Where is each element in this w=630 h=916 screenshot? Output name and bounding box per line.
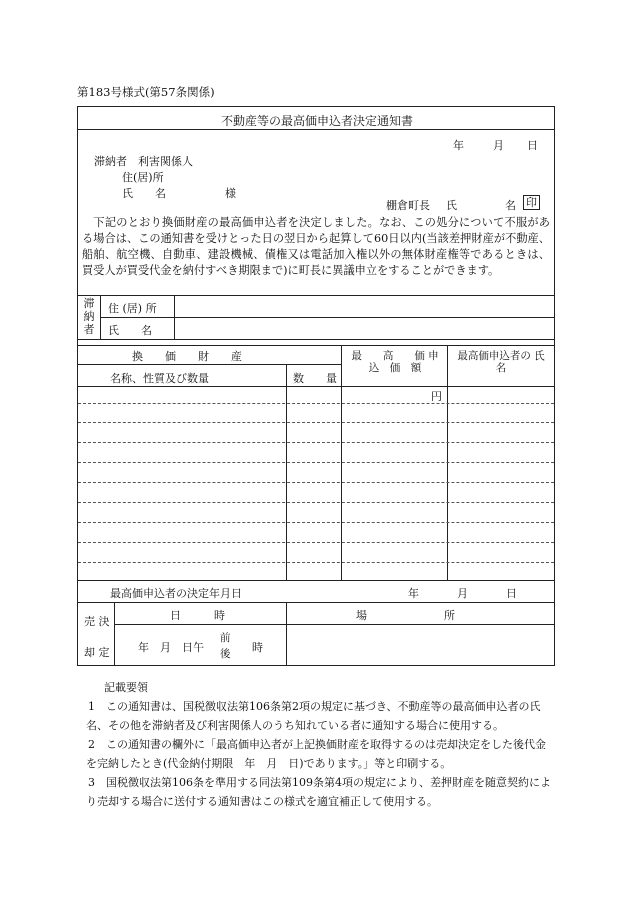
datetime-header: 日 時 [170, 609, 225, 622]
instruction-item: 2 この通知書の欄外に「最高価申込者が上記換価財産を取得するのは売却決定をした後代金を完納したとき(代金納付期限 年 月 日)であります。」等と印刷する。 [86, 738, 546, 770]
sale-label-bottom: 却 定 [84, 646, 110, 659]
recipient-label: 滞納者 利害関係人 [94, 155, 193, 168]
form-number: 第183号様式(第57条関係) [77, 85, 215, 99]
decision-label: 最高価申込者の決定年月日 [110, 587, 242, 600]
decision-day: 日 [506, 587, 517, 600]
form-title: 不動産等の最高価申込者決定通知書 [220, 114, 413, 128]
decision-month: 月 [457, 587, 468, 600]
currency-unit: 円 [431, 390, 442, 403]
col-qty-header: 数 量 [293, 372, 337, 385]
sale-date-text: 年 月 日午 [138, 641, 204, 654]
issuer-label: 棚倉町長 [386, 199, 430, 212]
instruction-item: 3 国税徴収法第106条を準用する同法第109条第4項の規定により、差押財産を随意契約により売却する場合に送付する通知書はこの様式を適宜補正して使用する。 [86, 776, 551, 808]
seal-mark: 印 [523, 195, 540, 210]
place-header: 場 所 [356, 609, 455, 622]
col-name-header: 名称、性質及び数量 [110, 372, 209, 385]
taxpayer-name-label: 氏 名 [108, 324, 152, 337]
col-price-header: 最 高 価 申 込 価 額 [351, 350, 450, 374]
property-group-header: 換 価 財 産 [132, 350, 242, 363]
instructions-heading: 記載要領 [104, 681, 148, 694]
instruction-item: 1 この通知書は、国税徴収法第106条第2項の規定に基づき、不動産等の最高価申込者の氏名、その他を滞納者及び利害関係人のうち知れている者に通知する場合に使用する。 [86, 700, 541, 732]
ampm-am: 前 [220, 632, 231, 644]
taxpayer-side-label: 滞納者 [83, 297, 95, 336]
date-day: 日 [527, 139, 538, 152]
ampm-pm: 後 [220, 648, 231, 660]
notice-form [77, 106, 598, 666]
sale-label-top: 売 決 [84, 615, 110, 628]
col-bidder-header: 最高価申込者の 氏 名 [457, 350, 598, 374]
instructions [86, 678, 556, 811]
recipient-address-label: 住(居)所 [122, 171, 164, 184]
date-month: 月 [493, 139, 504, 152]
issuer-name-char: 名 [505, 199, 516, 212]
sale-hour: 時 [252, 641, 263, 654]
issuer-name-label: 氏 [446, 199, 457, 212]
recipient-name-label: 氏 名 [122, 187, 166, 200]
taxpayer-address-label: 住 (居) 所 [108, 302, 157, 315]
recipient-honorific: 様 [225, 187, 236, 200]
date-year: 年 [453, 139, 464, 152]
decision-year: 年 [408, 587, 419, 600]
notice-body: 下記のとおり換価財産の最高価申込者を決定しました。なお、この処分について不服がある場合は、この通知書を受けとった日の翌日から起算して60日以内(当該差押財産が不動産、船舶、航空機、自動車、建設機械、債権又は電話加入権以外の無体財産権等であるときは、買受人が買受代金を納付すべき期限まで)に町長に異議申立をすることができます。 [82, 216, 550, 277]
